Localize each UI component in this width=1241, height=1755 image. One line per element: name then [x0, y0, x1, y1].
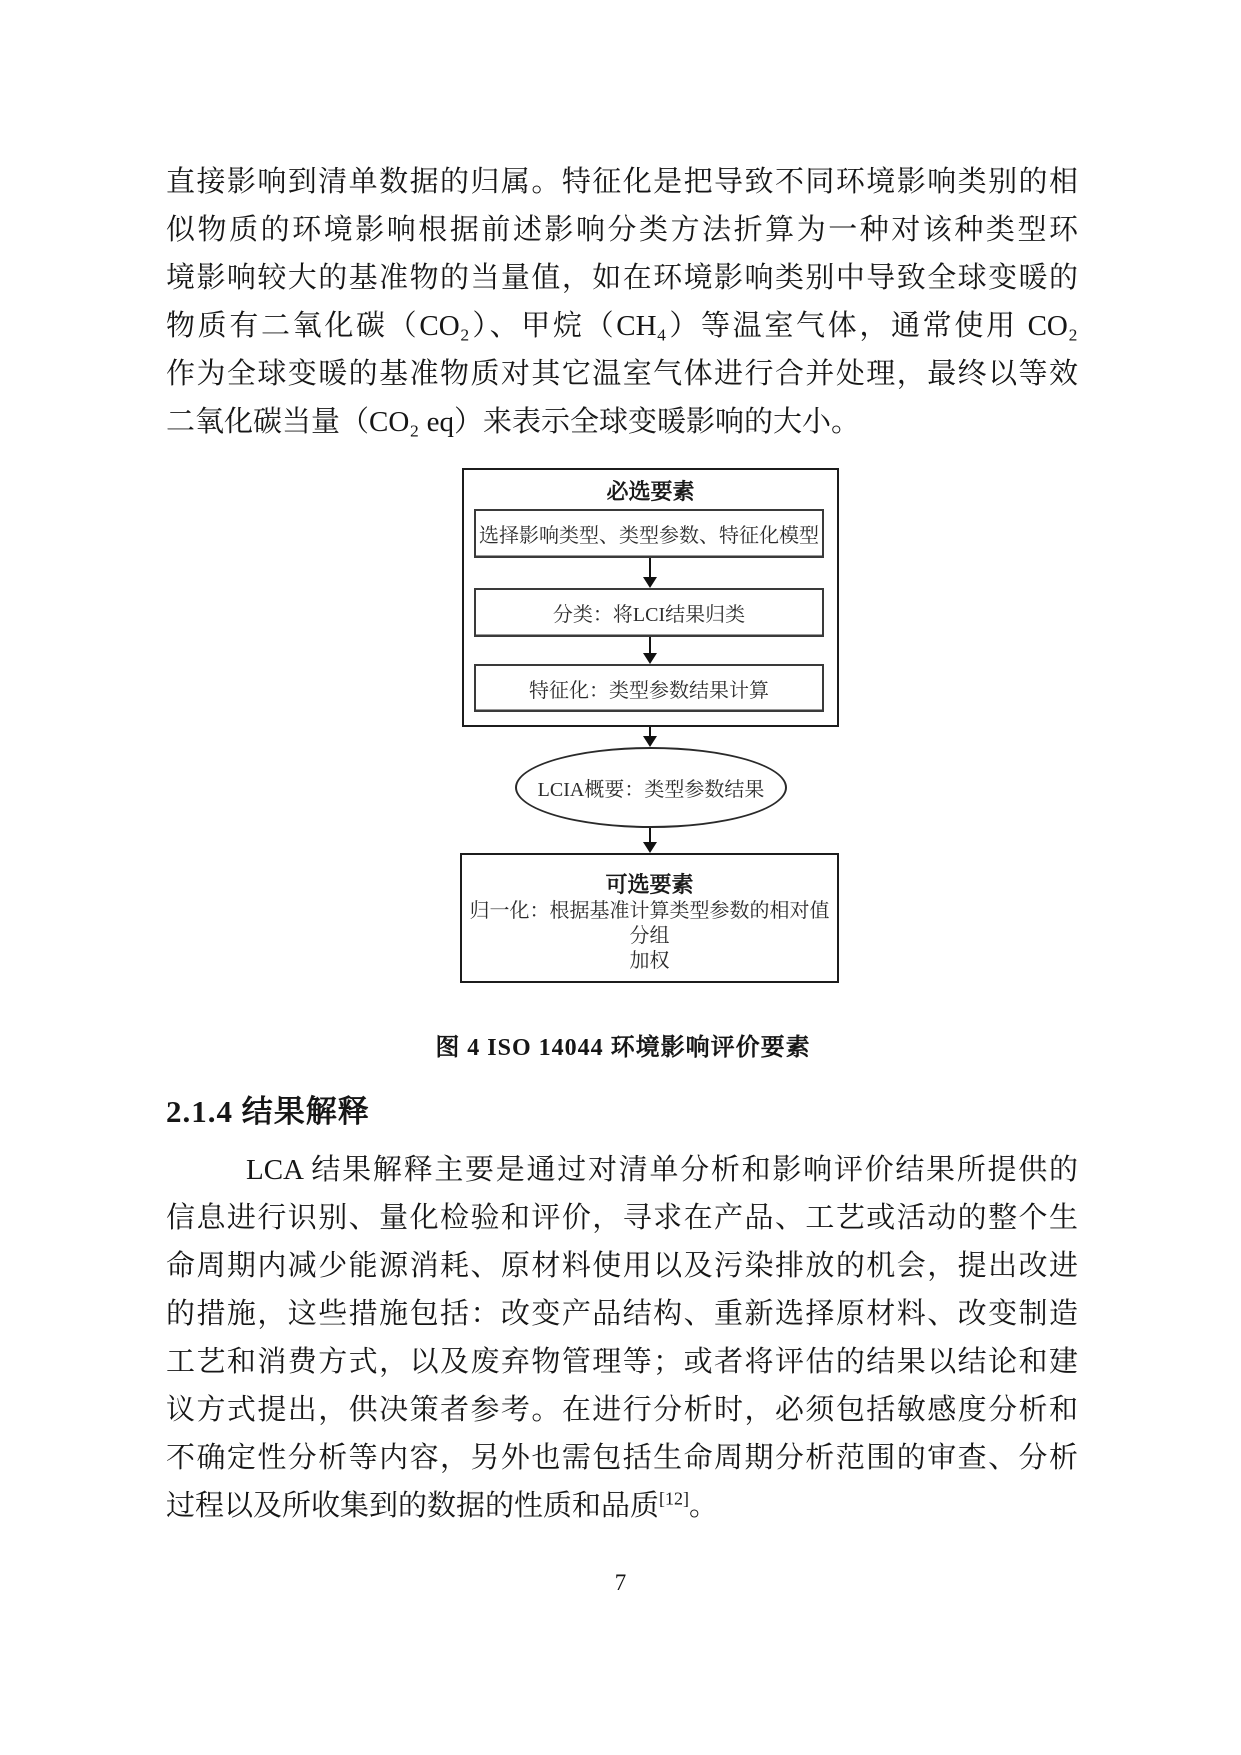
flow-step-characterization: 特征化：类型参数结果计算: [474, 664, 824, 712]
text-line: 直接影响到清单数据的归属。特征化是把导致不同环境影响类别的相: [166, 166, 1078, 198]
optional-item-grouping: 分组: [629, 925, 670, 947]
optional-item-weighting: 加权: [629, 950, 670, 972]
flow-step-select-impact-types: 选择影响类型、类型参数、特征化模型: [474, 509, 824, 558]
text-segment: 过程以及所收集到的数据的性质和品质: [166, 1490, 660, 1522]
optional-elements-box: [460, 853, 839, 983]
arrow-down-icon: [642, 727, 658, 747]
text-line: 命周期内减少能源消耗、原材料使用以及污染排放的机会，提出改进: [166, 1250, 1078, 1282]
text-line: 信息进行识别、量化检验和评价，寻求在产品、工艺或活动的整个生: [166, 1202, 1078, 1234]
optional-item-normalization: 归一化：根据基准计算类型参数的相对值: [469, 900, 830, 922]
mandatory-elements-title: 必选要素: [606, 479, 695, 504]
citation-marker: [12]: [659, 1488, 689, 1509]
text-line: 不确定性分析等内容，另外也需包括生命周期分析范围的审查、分析: [166, 1442, 1078, 1474]
text-line: 的措施，这些措施包括：改变产品结构、重新选择原材料、改变制造: [166, 1298, 1078, 1330]
text-line: 议方式提出，供决策者参考。在进行分析时，必须包括敏感度分析和: [166, 1394, 1078, 1426]
arrow-down-icon: [642, 637, 658, 664]
flow-step-classification: 分类：将LCI结果归类: [474, 588, 824, 637]
text-line: 工艺和消费方式，以及废弃物管理等；或者将评估的结果以结论和建: [166, 1346, 1078, 1378]
paragraph-characterization: [166, 158, 1078, 446]
paragraph-interpretation: [166, 1146, 1078, 1530]
text-line: 二氧化碳当量（CO₂ eq）来表示全球变暖影响的大小。: [166, 406, 861, 438]
arrow-down-icon: [642, 558, 658, 588]
text-line: LCA 结果解释主要是通过对清单分析和影响评价结果所提供的: [246, 1154, 1078, 1186]
text-line: 物质有二氧化碳（CO₂）、甲烷（CH₄）等温室气体，通常使用 CO₂: [166, 310, 1078, 342]
text-segment: 。: [688, 1490, 718, 1522]
section-heading: 2.1.4 结果解释: [166, 1094, 370, 1129]
figure-caption: 图 4 ISO 14044 环境影响评价要素: [435, 1035, 811, 1061]
arrow-down-icon: [642, 828, 658, 853]
text-line: 作为全球变暖的基准物质对其它温室气体进行合并处理，最终以等效: [166, 358, 1078, 390]
flow-node-lcia-summary: LCIA概要：类型参数结果: [515, 747, 787, 828]
text-line: [166, 1482, 1078, 1530]
text-line: 似物质的环境影响根据前述影响分类方法折算为一种对该种类型环: [166, 214, 1078, 246]
optional-elements-title: 可选要素: [605, 872, 694, 897]
text-line: 境影响较大的基准物的当量值，如在环境影响类别中导致全球变暖的: [166, 262, 1078, 294]
page-number: 7: [614, 1570, 627, 1595]
